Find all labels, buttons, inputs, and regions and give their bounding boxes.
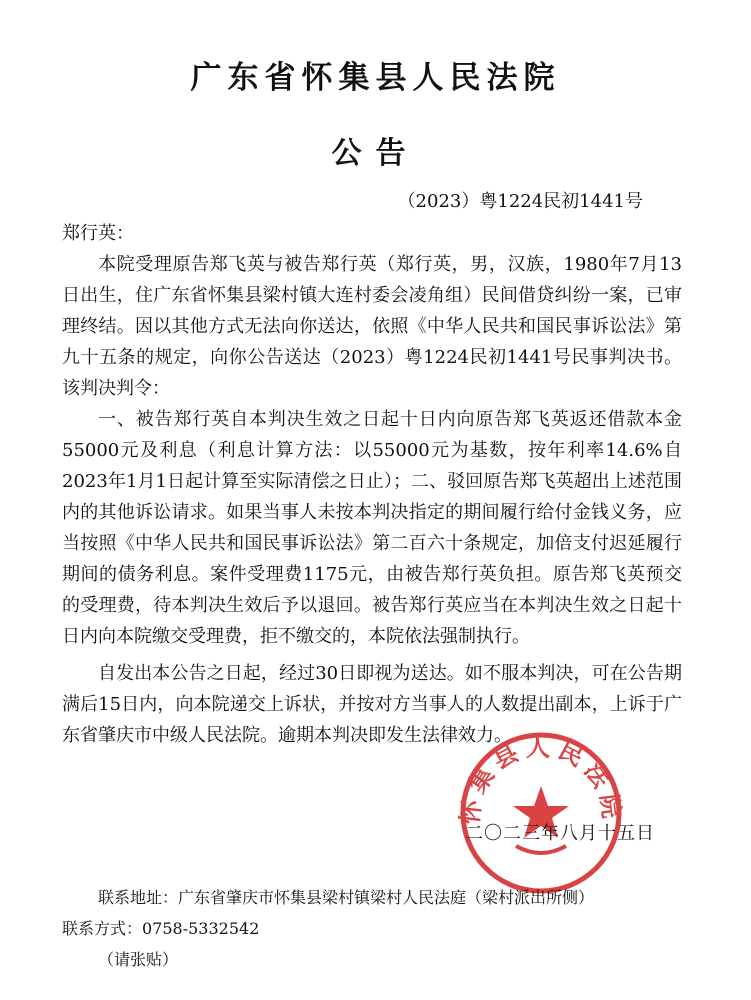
contact-footer (62, 882, 622, 975)
posting-note: （请张贴） (98, 950, 179, 969)
seal-text-path: 怀集县人民法院 (456, 733, 626, 826)
contact-phone: 联系方式：0758-5332542 (62, 919, 260, 938)
document-title: 公告 (331, 136, 420, 171)
paragraph-service-notice: 自发出本公告之日起，经过30日即视为送达。如不服本判决，可在公告期满后15日内，向本院递交上诉状，并按对方当事人的人数提出副本，上诉于广东省肇庆市中级人民法院。逾期本判决即发生法律效力。 (62, 663, 682, 746)
paragraph-judgment: 一、被告郑行英自本判决生效之日起十日内向原告郑飞英返还借款本金55000元及利息（利息计算方法：以55000元为基数，按年利率14.6%自2023年1月1日起计算至实际清偿之日止）；二、驳回原告郑飞英超出上述范围内的其他诉讼请求。如果当事人未按本判决指定的期间履行给付金钱义务，应当按照《中华人民共和国民事诉讼法》第二百六十条规定，加倍支付迟延履行期间的债务利息。案件受理费1175元，由被告郑行英负担。原告郑飞英预交的受理费，待本判决生效后予以退回。被告郑行英应当在本判决生效之日起十日内向本院缴交受理费，拒不缴交的，本院依法强制执行。 (62, 409, 682, 647)
issue-date: 二〇二三年八月十五日 (465, 823, 655, 844)
seal-emblem-base (516, 846, 566, 853)
court-seal-icon (456, 728, 626, 898)
notice-body (62, 218, 682, 751)
case-number: （2023）粤1224民初1441号 (397, 191, 643, 212)
addressee: 郑行英： (62, 223, 134, 244)
paragraph-case-intro: 本院受理原告郑飞英与被告郑行英（郑行英，男，汉族，1980年7月13日出生，住广东省怀集县梁村镇大连村委会凌角组）民间借贷纠纷一案，已审理终结。因以其他方式无法向你送达，依照《中华人民共和国民事诉讼法》第九十五条的规定，向你公告送达（2023）粤1224民初1441号民事判决书。该判决判令： (62, 254, 682, 399)
court-name: 广东省怀集县人民法院 (190, 60, 561, 96)
contact-address: 联系地址：广东省肇庆市怀集县梁村镇梁村人民法庭（梁村派出所侧） (98, 888, 595, 907)
